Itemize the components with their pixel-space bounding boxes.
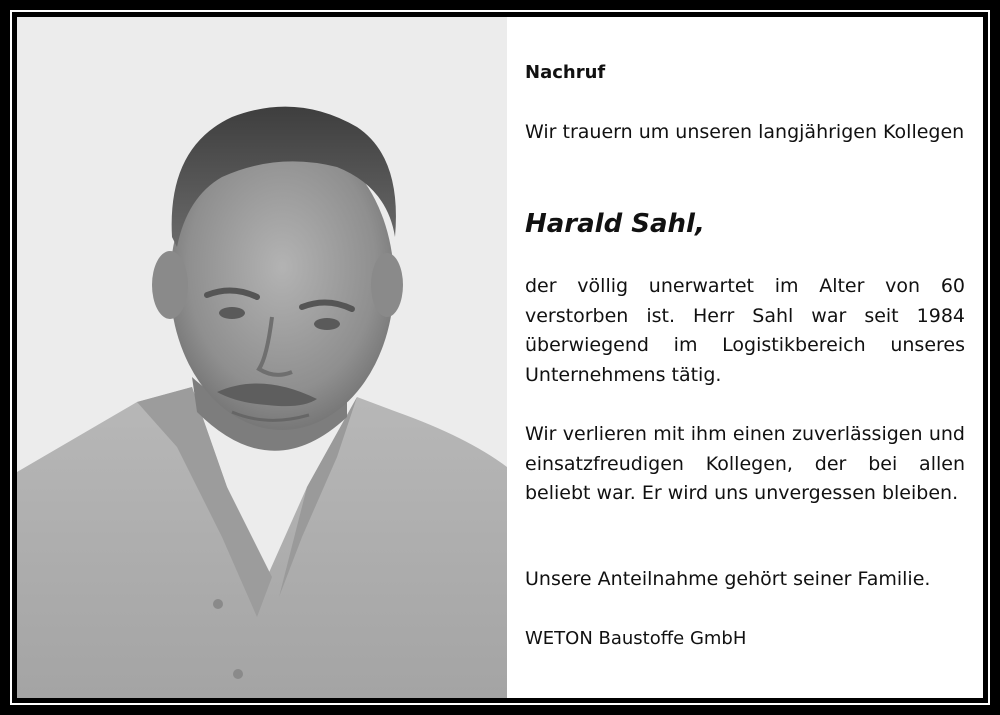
obituary-paragraph-2: Wir verlieren mit ihm einen zuverlässigen und einsatzfreudigen Kollegen, der bei allen beliebt war. Er wird uns unvergessen bleiben. — [525, 423, 965, 504]
obituary-text — [525, 17, 965, 698]
intro-text: Wir trauern um unseren langjährigen Kollegen — [525, 121, 965, 143]
deceased-name: Harald Sahl, — [525, 209, 705, 239]
portrait-illustration — [17, 17, 507, 698]
obituary-paragraph-1: der völlig unerwartet im Alter von 60 verstorben ist. Herr Sahl war seit 1984 überwiegend im Logistikbereich unseres Unternehmens tätig. — [525, 275, 965, 386]
condolence-text: Unsere Anteilnahme gehört seiner Familie. — [525, 568, 931, 590]
company-signature: WETON Baustoffe GmbH — [525, 628, 747, 649]
obituary-content — [17, 17, 983, 698]
portrait-photo — [17, 17, 507, 698]
obituary-heading: Nachruf — [525, 62, 606, 83]
